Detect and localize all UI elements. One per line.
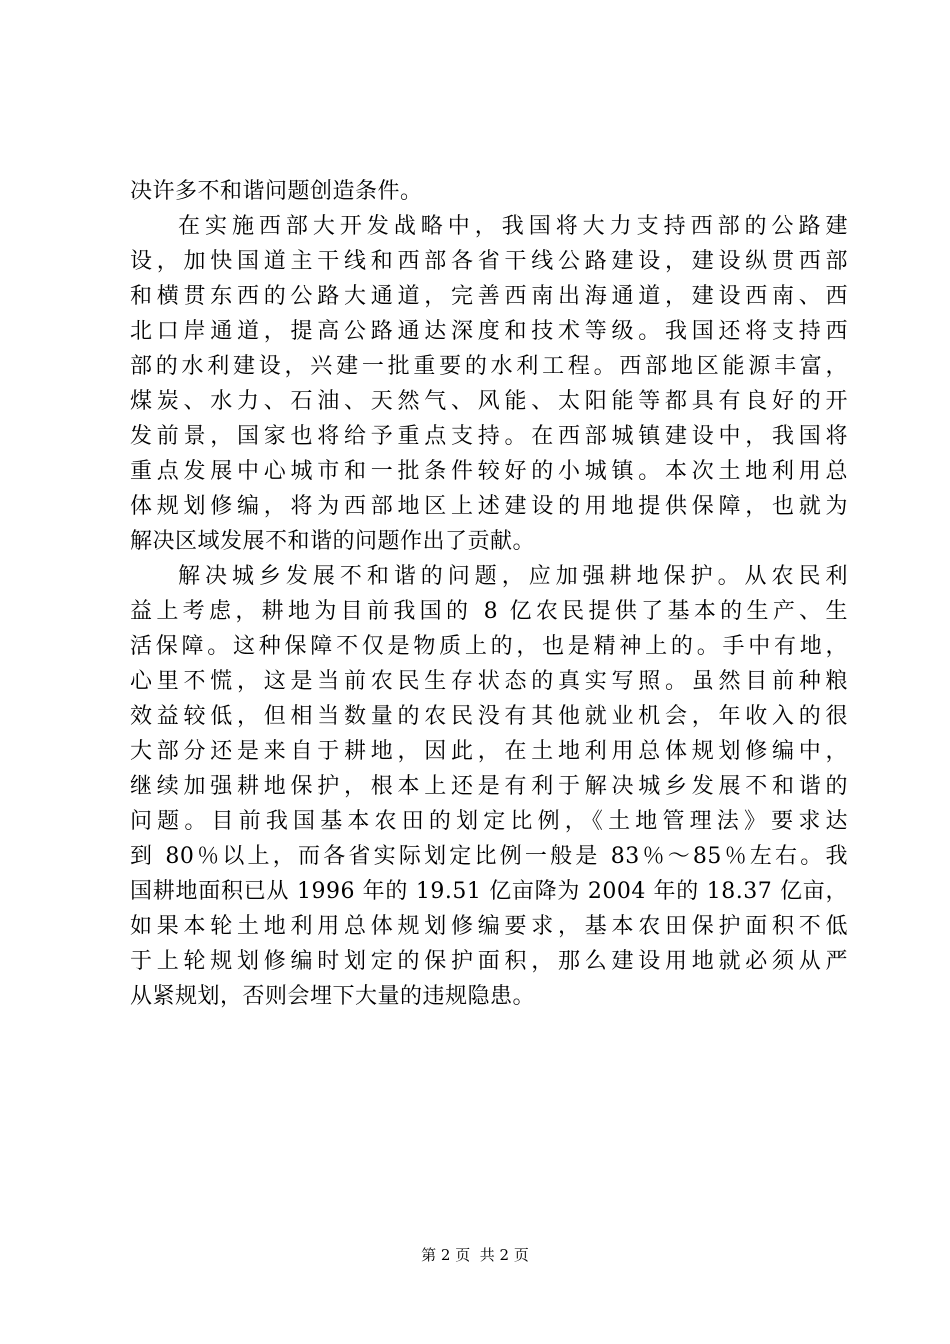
text-line: 问题。目前我国基本农田的划定比例，《土地管理法》要求达 xyxy=(130,809,848,834)
paragraph xyxy=(130,559,848,1014)
text-line: 心里不慌，这是当前农民生存状态的真实写照。虽然目前种粮 xyxy=(130,669,848,694)
text-line: 大部分还是来自于耕地，因此，在土地利用总体规划修编中， xyxy=(130,739,848,764)
text-line: 活保障。这种保障不仅是物质上的，也是精神上的。手中有地， xyxy=(130,634,848,659)
document-body xyxy=(130,174,848,1014)
text-line: 部的水利建设，兴建一批重要的水利工程。西部地区能源丰富， xyxy=(130,354,848,379)
paragraph xyxy=(130,174,848,209)
text-line: 北口岸通道，提高公路通达深度和技术等级。我国还将支持西 xyxy=(130,319,848,344)
text-line: 到 80％以上，而各省实际划定比例一般是 83％～85％左右。我 xyxy=(130,844,848,869)
text-line: 从紧规划，否则会埋下大量的违规隐患。 xyxy=(130,984,536,1009)
text-line: 在实施西部大开发战略中，我国将大力支持西部的公路建 xyxy=(178,214,848,239)
text-line: 解决城乡发展不和谐的问题，应加强耕地保护。从农民利 xyxy=(178,564,848,589)
text-line: 重点发展中心城市和一批条件较好的小城镇。本次土地利用总 xyxy=(130,459,848,484)
text-line: 益上考虑，耕地为目前我国的 8 亿农民提供了基本的生产、生 xyxy=(130,599,848,624)
text-line: 发前景，国家也将给予重点支持。在西部城镇建设中，我国将 xyxy=(130,424,848,449)
text-line: 效益较低，但相当数量的农民没有其他就业机会，年收入的很 xyxy=(130,704,848,729)
page-footer xyxy=(0,1245,950,1265)
text-line: 和横贯东西的公路大通道，完善西南出海通道，建设西南、西 xyxy=(130,284,848,309)
text-line: 解决区域发展不和谐的问题作出了贡献。 xyxy=(130,529,536,554)
text-line: 煤炭、水力、石油、天然气、风能、太阳能等都具有良好的开 xyxy=(130,389,848,414)
text-line: 国耕地面积已从 1996 年的 19.51 亿亩降为 2004 年的 18.37 亿亩， xyxy=(130,879,848,904)
text-line: 决许多不和谐问题创造条件。 xyxy=(130,179,423,204)
text-line: 继续加强耕地保护，根本上还是有利于解决城乡发展不和谐的 xyxy=(130,774,848,799)
page-number: 第 2 页 共 2 页 xyxy=(421,1246,529,1264)
text-line: 体规划修编，将为西部地区上述建设的用地提供保障，也就为 xyxy=(130,494,848,519)
text-line: 于上轮规划修编时划定的保护面积，那么建设用地就必须从严 xyxy=(130,949,848,974)
text-line: 设，加快国道主干线和西部各省干线公路建设，建设纵贯西部 xyxy=(130,249,848,274)
paragraph xyxy=(130,209,848,559)
text-line: 如果本轮土地利用总体规划修编要求，基本农田保护面积不低 xyxy=(130,914,848,939)
